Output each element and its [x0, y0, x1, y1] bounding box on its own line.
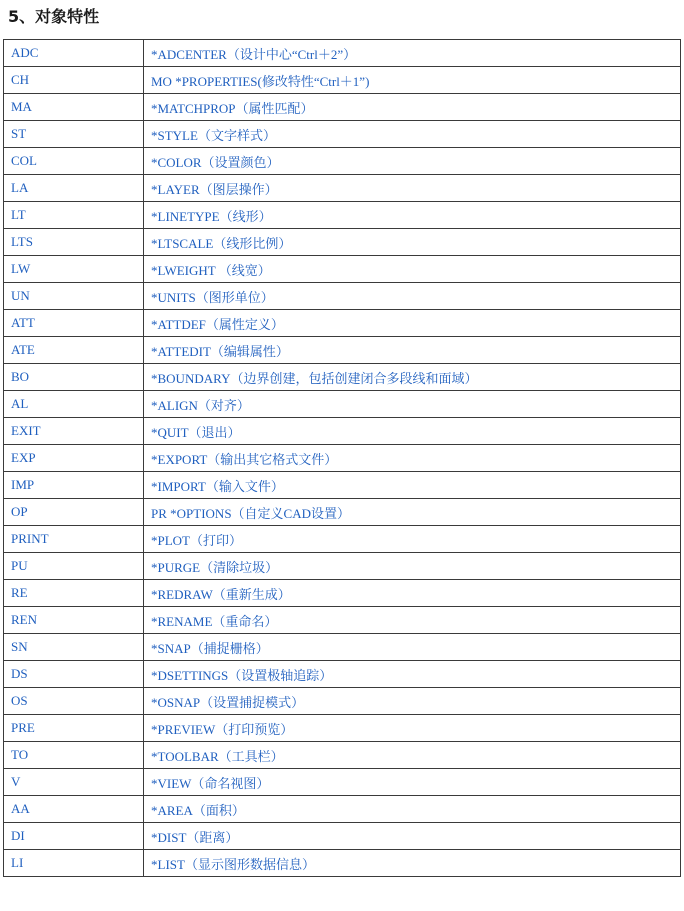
- table-row: [4, 364, 681, 391]
- command-cell: *SNAP（捕捉栅格）: [144, 634, 681, 661]
- table-row: [4, 445, 681, 472]
- table-row: [4, 40, 681, 67]
- command-cell: *ADCENTER（设计中心“Ctrl＋2”）: [144, 40, 681, 67]
- command-cell: *LINETYPE（线形）: [144, 202, 681, 229]
- abbreviation-cell: TO: [4, 742, 144, 769]
- command-cell: *QUIT（退出）: [144, 418, 681, 445]
- table-row: [4, 715, 681, 742]
- table-row: [4, 553, 681, 580]
- table-row: [4, 472, 681, 499]
- abbreviation-cell: PRINT: [4, 526, 144, 553]
- command-cell: *ATTEDIT（编辑属性）: [144, 337, 681, 364]
- command-cell: *STYLE（文字样式）: [144, 121, 681, 148]
- command-cell: *IMPORT（输入文件）: [144, 472, 681, 499]
- command-cell: *REDRAW（重新生成）: [144, 580, 681, 607]
- abbreviation-cell: ATT: [4, 310, 144, 337]
- abbreviation-cell: EXP: [4, 445, 144, 472]
- abbreviation-cell: EXIT: [4, 418, 144, 445]
- table-row: [4, 202, 681, 229]
- command-cell: *LTSCALE（线形比例）: [144, 229, 681, 256]
- table-row: [4, 229, 681, 256]
- table-row: [4, 634, 681, 661]
- abbreviation-cell: AA: [4, 796, 144, 823]
- abbreviation-cell: ST: [4, 121, 144, 148]
- table-row: [4, 67, 681, 94]
- command-table: [3, 39, 681, 877]
- command-cell: PR *OPTIONS（自定义CAD设置）: [144, 499, 681, 526]
- abbreviation-cell: REN: [4, 607, 144, 634]
- command-cell: *PLOT（打印）: [144, 526, 681, 553]
- abbreviation-cell: MA: [4, 94, 144, 121]
- command-cell: *ALIGN（对齐）: [144, 391, 681, 418]
- abbreviation-cell: UN: [4, 283, 144, 310]
- command-cell: *ATTDEF（属性定义）: [144, 310, 681, 337]
- command-cell: *COLOR（设置颜色）: [144, 148, 681, 175]
- abbreviation-cell: IMP: [4, 472, 144, 499]
- command-cell: *RENAME（重命名）: [144, 607, 681, 634]
- command-cell: *TOOLBAR（工具栏）: [144, 742, 681, 769]
- abbreviation-cell: ATE: [4, 337, 144, 364]
- abbreviation-cell: LA: [4, 175, 144, 202]
- table-row: [4, 823, 681, 850]
- table-row: [4, 175, 681, 202]
- command-table-body: [4, 40, 681, 877]
- abbreviation-cell: DS: [4, 661, 144, 688]
- table-row: [4, 256, 681, 283]
- abbreviation-cell: AL: [4, 391, 144, 418]
- abbreviation-cell: PRE: [4, 715, 144, 742]
- command-cell: *LWEIGHT （线宽）: [144, 256, 681, 283]
- command-cell: *VIEW（命名视图）: [144, 769, 681, 796]
- table-row: [4, 499, 681, 526]
- table-row: [4, 148, 681, 175]
- abbreviation-cell: BO: [4, 364, 144, 391]
- abbreviation-cell: OS: [4, 688, 144, 715]
- command-cell: *LAYER（图层操作）: [144, 175, 681, 202]
- table-row: [4, 337, 681, 364]
- table-row: [4, 94, 681, 121]
- command-cell: *UNITS（图形单位）: [144, 283, 681, 310]
- abbreviation-cell: V: [4, 769, 144, 796]
- abbreviation-cell: OP: [4, 499, 144, 526]
- section-title: 5、对象特性: [8, 7, 100, 26]
- command-cell: *DIST（距离）: [144, 823, 681, 850]
- abbreviation-cell: COL: [4, 148, 144, 175]
- table-row: [4, 310, 681, 337]
- abbreviation-cell: RE: [4, 580, 144, 607]
- table-row: [4, 769, 681, 796]
- abbreviation-cell: LI: [4, 850, 144, 877]
- command-cell: *PURGE（清除垃圾）: [144, 553, 681, 580]
- table-row: [4, 661, 681, 688]
- table-row: [4, 526, 681, 553]
- abbreviation-cell: LT: [4, 202, 144, 229]
- table-row: [4, 580, 681, 607]
- abbreviation-cell: SN: [4, 634, 144, 661]
- abbreviation-cell: LW: [4, 256, 144, 283]
- table-row: [4, 742, 681, 769]
- command-cell: *LIST（显示图形数据信息）: [144, 850, 681, 877]
- command-cell: *DSETTINGS（设置极轴追踪）: [144, 661, 681, 688]
- command-cell: *AREA（面积）: [144, 796, 681, 823]
- command-cell: MO *PROPERTIES(修改特性“Ctrl＋1”): [144, 67, 681, 94]
- table-row: [4, 418, 681, 445]
- abbreviation-cell: PU: [4, 553, 144, 580]
- table-row: [4, 283, 681, 310]
- table-row: [4, 796, 681, 823]
- command-cell: *MATCHPROP（属性匹配）: [144, 94, 681, 121]
- command-cell: *EXPORT（输出其它格式文件）: [144, 445, 681, 472]
- abbreviation-cell: DI: [4, 823, 144, 850]
- table-row: [4, 850, 681, 877]
- table-row: [4, 391, 681, 418]
- command-cell: *BOUNDARY（边界创建，包括创建闭合多段线和面域）: [144, 364, 681, 391]
- table-row: [4, 688, 681, 715]
- abbreviation-cell: CH: [4, 67, 144, 94]
- table-row: [4, 121, 681, 148]
- table-row: [4, 607, 681, 634]
- command-cell: *PREVIEW（打印预览）: [144, 715, 681, 742]
- command-cell: *OSNAP（设置捕捉模式）: [144, 688, 681, 715]
- abbreviation-cell: LTS: [4, 229, 144, 256]
- abbreviation-cell: ADC: [4, 40, 144, 67]
